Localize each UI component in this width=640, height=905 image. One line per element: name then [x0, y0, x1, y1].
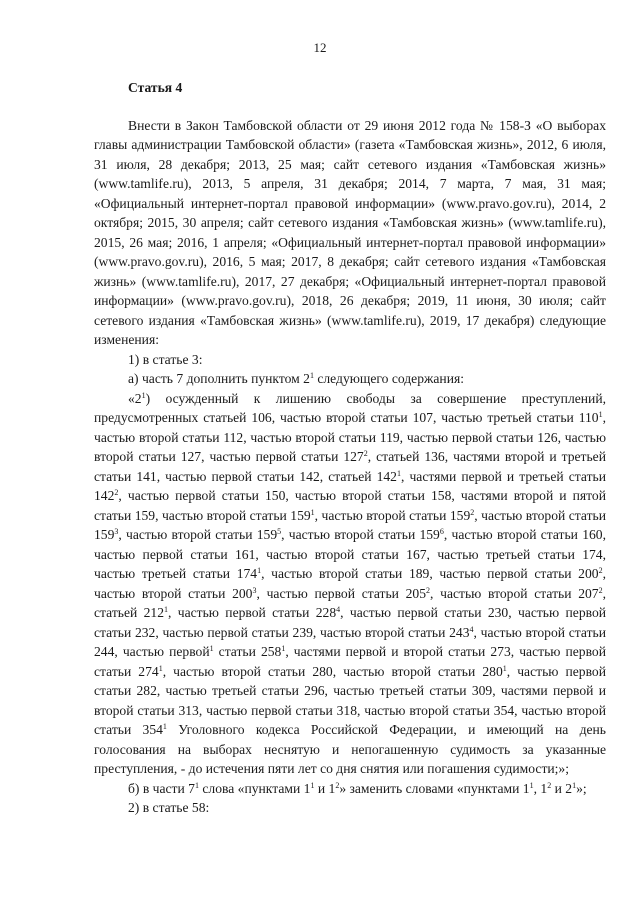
superscript: 1: [529, 780, 534, 790]
superscript: 2: [598, 585, 603, 595]
text-run: , частью первой статьи 282, частью третьей статьи 296, частью третьей статьи 309, частями первой и второй статьи 313, частью первой статьи 318, частью второй статьи 354, частью второй статьи 354: [94, 663, 606, 737]
superscript: 1: [257, 566, 262, 575]
text-run: , частью второй статьи 159: [118, 527, 278, 542]
item-1a-tail: следующего содержания:: [313, 371, 465, 386]
superscript: 1: [141, 390, 146, 400]
superscript: 2: [114, 488, 119, 497]
superscript: 1: [158, 663, 163, 673]
text-run: , частью второй статьи 159: [281, 527, 440, 542]
text-run: слова «пунктами 1: [198, 780, 311, 796]
text-run: , частью первой статьи 230, частью первой статьи 232, частью первой статьи 239, частью второй статьи 243: [94, 605, 607, 640]
superscript: 2: [547, 780, 552, 790]
text-run: и 1: [314, 780, 336, 796]
superscript: 1: [310, 507, 315, 517]
item-1: 1) в статье 3:: [128, 351, 203, 367]
item-1a-sup: 1: [309, 371, 314, 380]
text-run: » заменить словами «пунктами 1: [339, 780, 530, 796]
superscript: 4: [469, 624, 474, 634]
superscript: 1: [310, 780, 315, 790]
text-run: , частью первой статьи 205: [256, 585, 427, 601]
superscript: 1: [194, 780, 199, 790]
article-heading: Статья 4: [128, 80, 183, 95]
text-run: , частью второй статьи 244, частью первой: [94, 624, 606, 659]
superscript: 5: [277, 527, 282, 536]
text-run: , статьей 136, частями второй и третьей статьи 141, частью первой статьи 142, статьей 142: [94, 449, 606, 484]
superscript: 2: [598, 566, 603, 575]
text-run: , частями первой и третьей статьи 142: [94, 468, 606, 503]
text-run: статьи 258: [213, 644, 282, 659]
superscript: 4: [336, 605, 341, 614]
text-run: б) в части 7: [128, 780, 195, 796]
superscript: 1: [598, 410, 603, 419]
text-run: , частью второй статьи 189, частью первой статьи 200: [261, 566, 599, 581]
superscript: 3: [252, 585, 257, 595]
text-run: , частью первой статьи 150, частью второй статьи 158, частями второй и пятой статьи 159, частью второй статьи 159: [94, 488, 606, 523]
text-run: , частью второй статьи 280, частью второй статьи 280: [162, 663, 503, 679]
document-body: [94, 78, 606, 818]
item-1b: [94, 779, 606, 799]
text-run: , частью второй статьи 112, частью второй статьи 119, частью первой статьи 126, частью второй статьи 127, частью первой статьи 127: [94, 410, 606, 464]
item-2: 2) в статье 58:: [128, 800, 210, 815]
superscript: 3: [114, 527, 119, 536]
text-run: , частью второй статьи 207: [430, 585, 599, 601]
text-run: «2: [128, 390, 142, 406]
item-1a: [128, 369, 606, 389]
quoted-point: [94, 389, 606, 779]
text-run: »;: [576, 780, 587, 796]
text-run: , частью второй статьи 159: [94, 507, 606, 542]
superscript: 1: [281, 644, 286, 653]
superscript: 1: [502, 663, 507, 673]
text-run: и 2: [551, 780, 573, 796]
text-run: , частью второй статьи 160, частью первой статьи 161, частью второй статьи 167, частью третьей статьи 174, частью третьей статьи 174: [94, 527, 606, 581]
text-run: , частью первой статьи 228: [168, 605, 337, 620]
superscript: 2: [426, 585, 431, 595]
superscript: 1: [162, 722, 167, 731]
text-run: , статьей 212: [94, 585, 607, 620]
intro-paragraph: Внести в Закон Тамбовской области от 29 июня 2012 года № 158-З «О выборах главы администрации Тамбовской области» (газета «Тамбовская жизнь», 2012, 6 июля, 31 июля, 28 декабря; 2013, 25 мая; сайт сетевого издания «Тамбовская жизнь» (www.tamlife.ru), 2013, 5 апреля, 31 декабря; 2014, 7 марта, 7 мая, 31 мая; «Официальный интернет-портал правовой информации» (www.pravo.gov.ru), 2014, 2 октября; 2015, 30 апреля; сайт сетевого издания «Тамбовская жизнь» (www.tamlife.ru), 2015, 26 мая; 2016, 1 апреля; «Официальный интернет-портал правовой информации» (www.pravo.gov.ru), 2016, 5 мая; 2017, 8 декабря; сайт сетевого издания «Тамбовская жизнь» (www.tamlife.ru), 2017, 27 декабря; «Официальный интернет-портал правовой информации» (www.pravo.gov.ru), 2018, 26 декабря; 2019, 11 июня, 30 июля; сайт сетевого издания «Тамбовская жизнь» (www.tamlife.ru), 2019, 17 декабря) следующие изменения:: [94, 117, 606, 347]
item-1a-text: а) часть 7 дополнить пунктом 2: [128, 371, 310, 386]
superscript: 1: [164, 605, 169, 614]
text-run: , 1: [533, 780, 548, 796]
text-run: , частью второй статьи 200: [94, 566, 606, 601]
superscript: 2: [335, 780, 340, 790]
text-run: Уголовного кодекса Российской Федерации, и имеющий на день голосования на выборах неснятую и непогашенную судимость за указанные преступления, - до истечения пяти лет со дня снятия или погашения судимости;»;: [94, 722, 607, 776]
superscript: 1: [572, 780, 577, 790]
superscript: 1: [396, 468, 401, 478]
text-run: , частью второй статьи 159: [314, 507, 471, 523]
text-run: ) осужденный к лишению свободы за совершение преступлений, предусмотренных статьей 106, частью второй статьи 107, частью третьей статьи 110: [94, 390, 606, 425]
superscript: 2: [470, 507, 475, 517]
page-number: 12: [313, 40, 327, 55]
superscript: 2: [363, 449, 368, 458]
superscript: 1: [209, 644, 214, 653]
superscript: 6: [439, 527, 444, 536]
text-run: , частями первой и второй статьи 273, частью первой статьи 274: [94, 644, 606, 679]
